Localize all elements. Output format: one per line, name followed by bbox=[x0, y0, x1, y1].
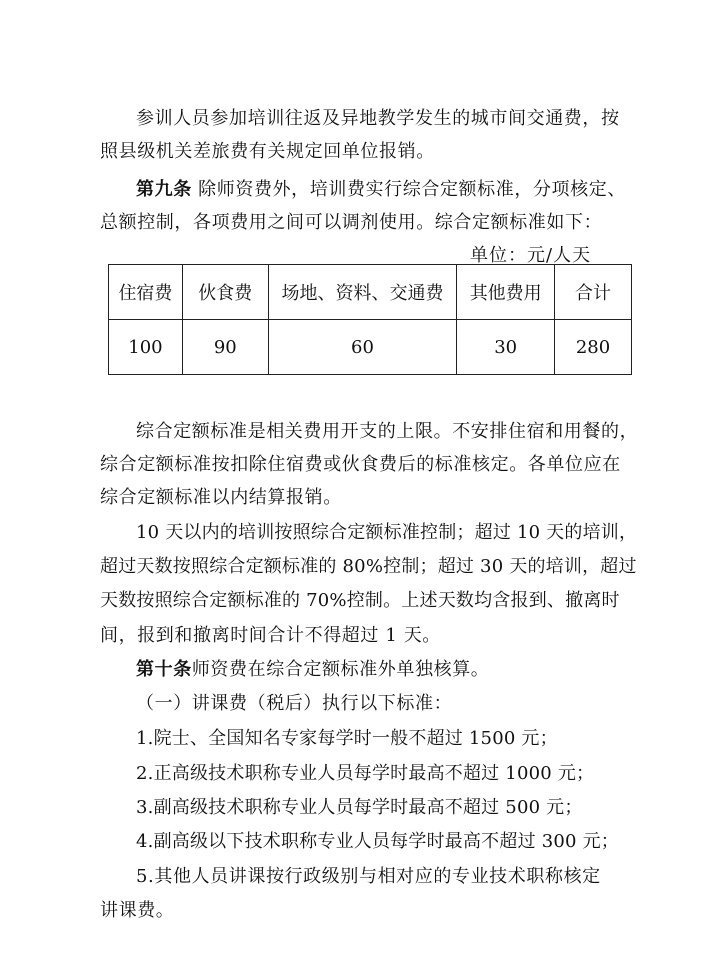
list-item-2: 2.正高级技术职称专业人员每学时最高不超过 1000 元； bbox=[136, 763, 595, 784]
list-item-5-line-2: 讲课费。 bbox=[100, 900, 175, 921]
paragraph-3-line-2: 综合定额标准按扣除住宿费或伙食费后的标准核定。各单位应在 bbox=[100, 454, 621, 475]
table-header-row bbox=[109, 265, 632, 320]
paragraph-3-line-3: 综合定额标准以内结算报销。 bbox=[100, 487, 342, 508]
article-10-heading: 第十条 bbox=[136, 659, 192, 680]
value-accommodation: 100 bbox=[109, 320, 183, 375]
article-9-line-2: 总额控制，各项费用之间可以调剂使用。综合定额标准如下： bbox=[100, 212, 603, 233]
header-venue-materials-transport: 场地、资料、交通费 bbox=[268, 265, 457, 320]
value-meals: 90 bbox=[182, 320, 268, 375]
paragraph-4-line-2: 超过天数按照综合定额标准的 80%控制；超过 30 天的培训，超过 bbox=[100, 556, 637, 577]
fee-standard-table bbox=[108, 264, 632, 375]
article-10-line-1 bbox=[136, 658, 681, 682]
header-meals: 伙食费 bbox=[182, 265, 268, 320]
subsection-1-heading: （一）讲课费（税后）执行以下标准： bbox=[136, 693, 453, 714]
header-other-fees: 其他费用 bbox=[457, 265, 555, 320]
article-10-text: 师资费在综合定额标准外单独核算。 bbox=[191, 659, 490, 680]
list-item-4: 4.副高级以下技术职称专业人员每学时最高不超过 300 元； bbox=[136, 831, 619, 852]
value-other-fees: 30 bbox=[457, 320, 555, 375]
article-9-line-1 bbox=[136, 178, 681, 202]
table-value-row bbox=[109, 320, 632, 375]
article-9-heading: 第九条 bbox=[136, 179, 192, 200]
list-item-5-line-1: 5.其他人员讲课按行政级别与相对应的专业技术职称核定 bbox=[136, 866, 601, 887]
table-unit-label: 单位：元/人天 bbox=[470, 245, 592, 266]
paragraph-3-line-1: 综合定额标准是相关费用开支的上限。不安排住宿和用餐的， bbox=[136, 421, 639, 442]
value-venue-materials-transport: 60 bbox=[268, 320, 457, 375]
list-item-1: 1.院士、全国知名专家每学时一般不超过 1500 元； bbox=[136, 728, 558, 749]
header-total: 合计 bbox=[555, 265, 632, 320]
paragraph-4-line-1: 10 天以内的培训按照综合定额标准控制；超过 10 天的培训， bbox=[136, 522, 638, 543]
paragraph-4-line-4: 间，报到和撤离时间合计不得超过 1 天。 bbox=[100, 625, 441, 646]
article-9-text: 除师资费外，培训费实行综合定额标准，分项核定、 bbox=[198, 179, 626, 200]
header-accommodation: 住宿费 bbox=[109, 265, 183, 320]
paragraph-1-line-1: 参训人员参加培训往返及异地教学发生的城市间交通费，按 bbox=[136, 108, 620, 129]
value-total: 280 bbox=[555, 320, 632, 375]
paragraph-1-line-2: 照县级机关差旅费有关规定回单位报销。 bbox=[100, 141, 435, 162]
list-item-3: 3.副高级技术职称专业人员每学时最高不超过 500 元； bbox=[136, 797, 583, 818]
paragraph-4-line-3: 天数按照综合定额标准的 70%控制。上述天数均含报到、撤离时 bbox=[100, 590, 620, 611]
